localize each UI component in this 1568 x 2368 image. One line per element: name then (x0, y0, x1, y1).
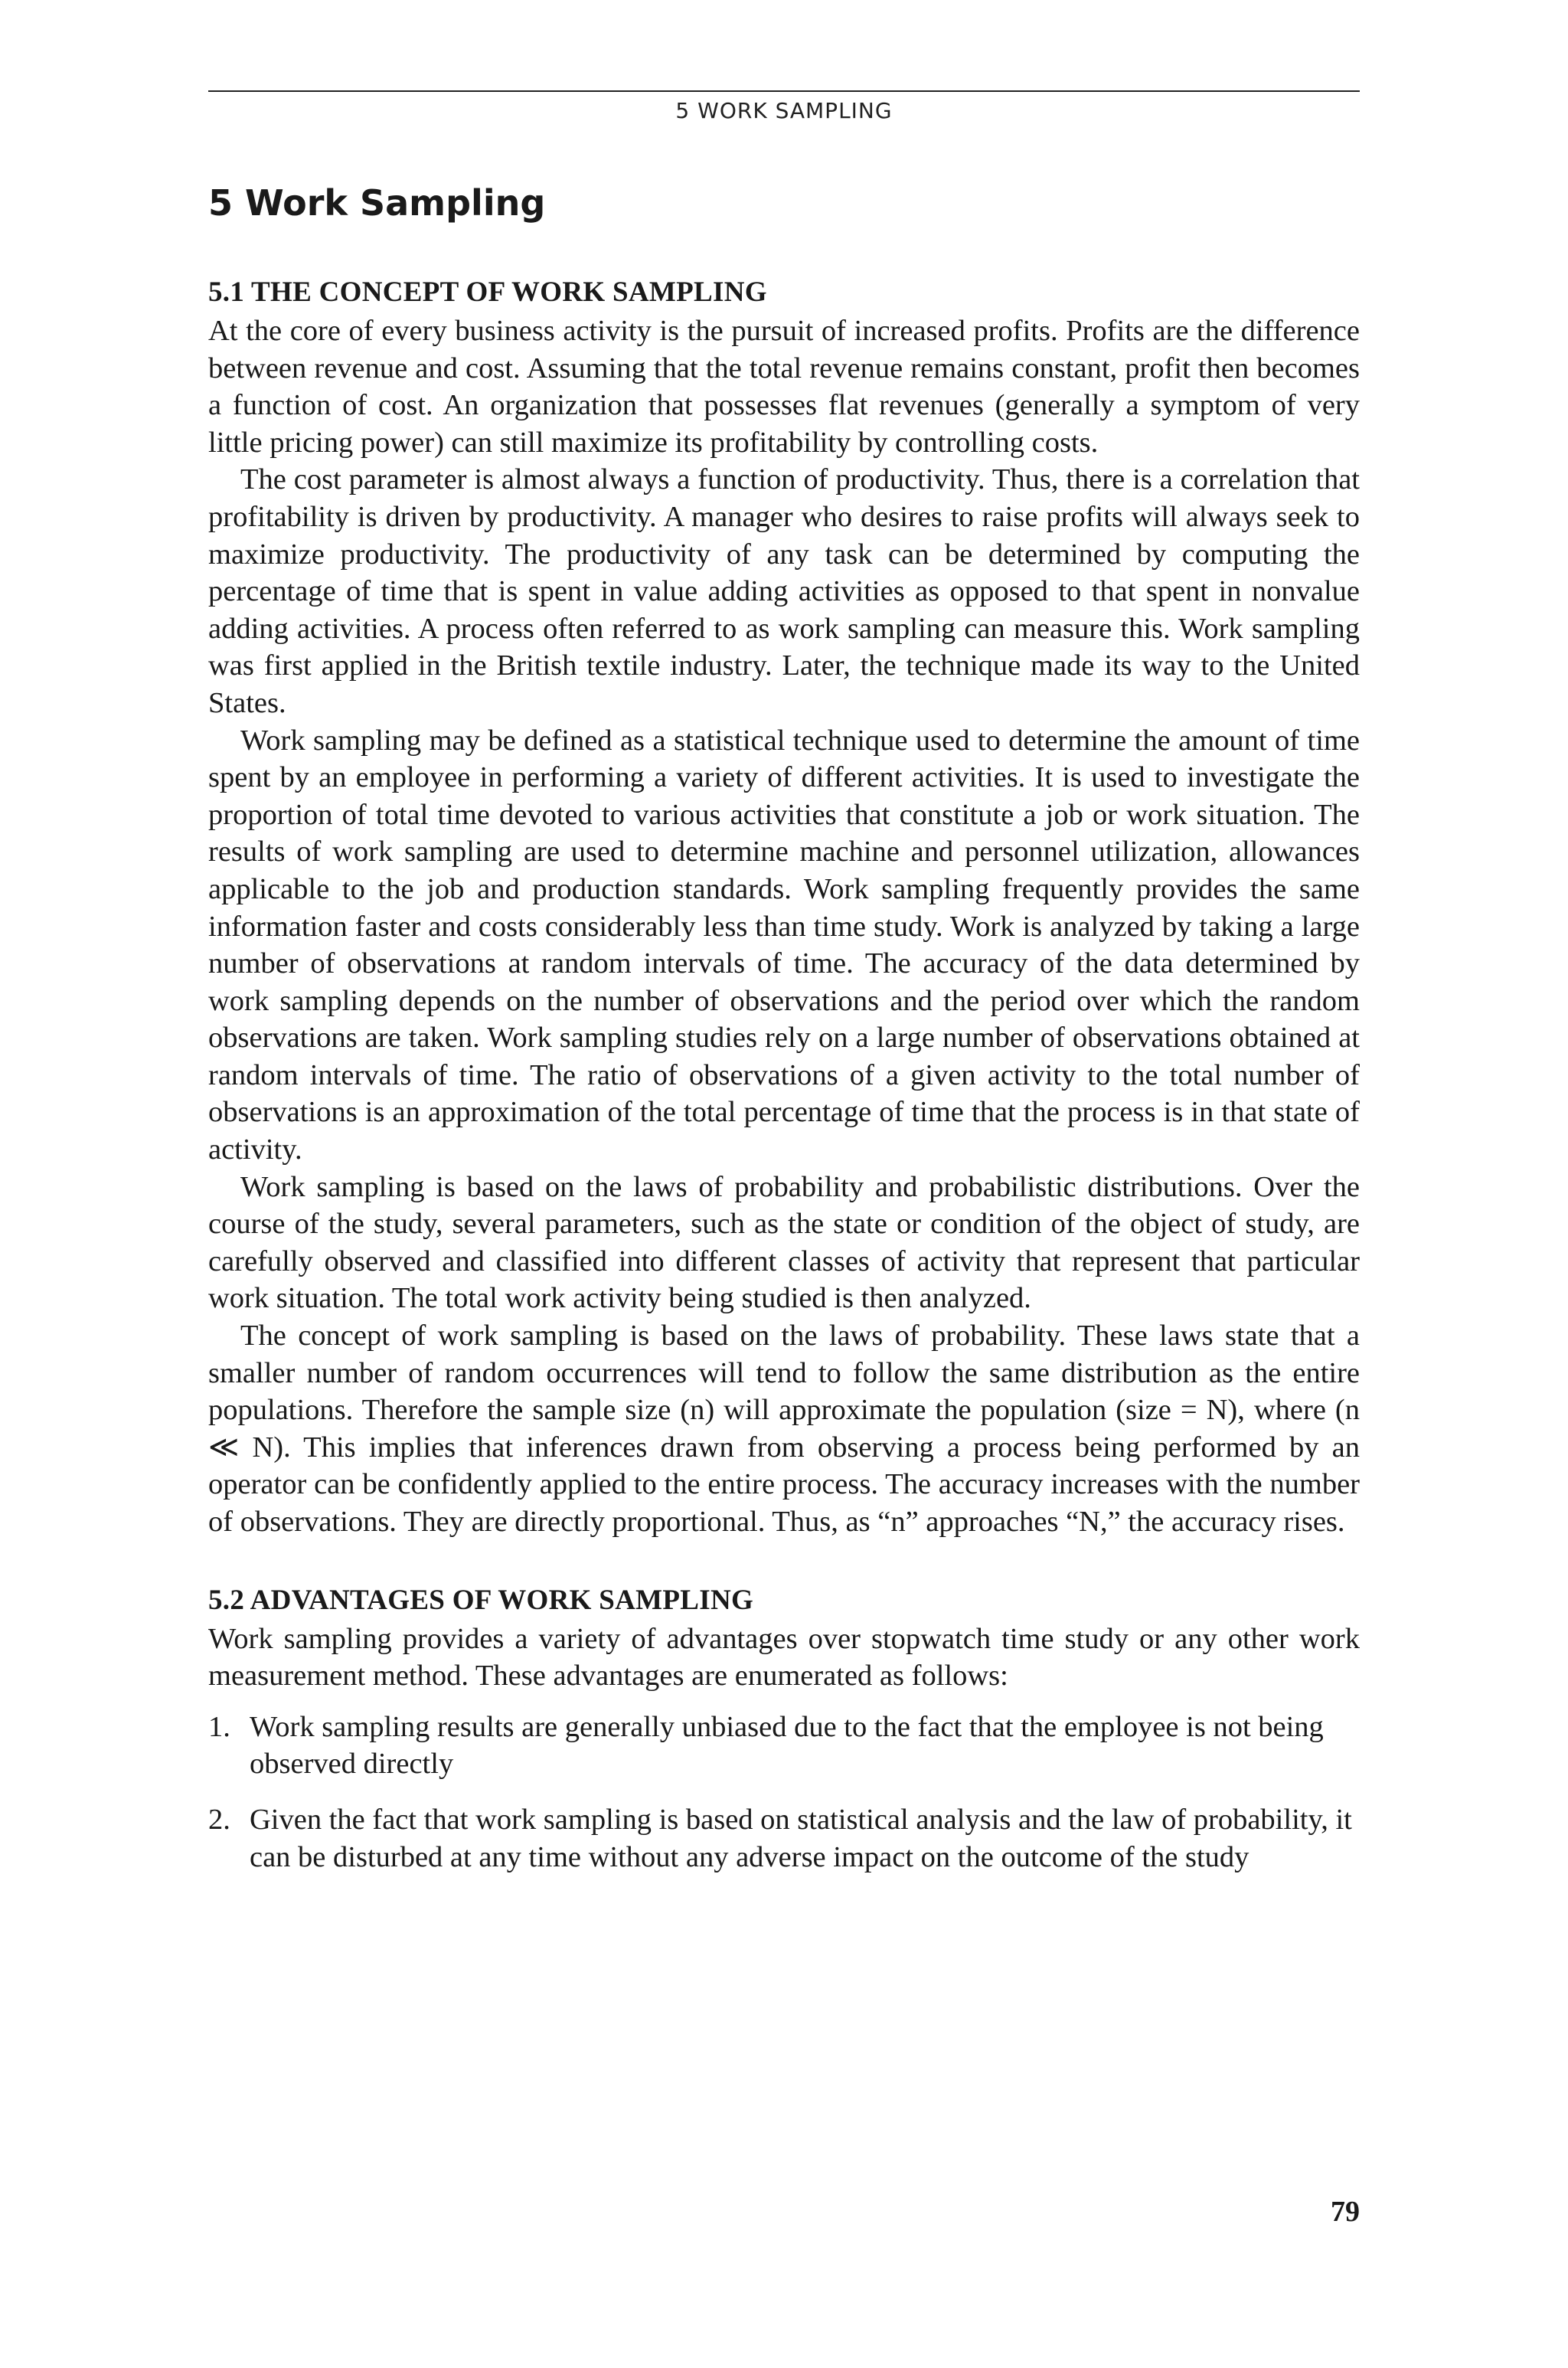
paragraph: The concept of work sampling is based on the laws of probability. These laws state that a smaller number of random occurrences will tend to follow the same distribution as the entire populations. Therefore the sample size (n) will approximate the population (size = N), where (n ≪ N). This implies that inferences drawn from observing a process being performed by an operator can be confidently applied to the entire process. The accuracy increases with the number of observations. They are directly proportional. Thus, as “n” approaches “N,” the accuracy rises. (208, 1320, 1360, 1538)
section-heading-advantages: 5.2 ADVANTAGES OF WORK SAMPLING (208, 1584, 754, 1616)
list-item (208, 1801, 1360, 1876)
paragraph: Work sampling provides a variety of advantages over stopwatch time study or any other work measurement method. These advantages are enumerated as follows: (208, 1622, 1360, 1693)
section-heading-concept: 5.1 THE CONCEPT OF WORK SAMPLING (208, 276, 767, 308)
page-number: 79 (1331, 2196, 1360, 2228)
list-item (208, 1709, 1360, 1783)
chapter-title: 5 Work Sampling (208, 182, 546, 224)
list-item-number: 1. (208, 1710, 230, 1743)
paragraph: Work sampling is based on the laws of probability and probabilistic distributions. Over the course of the study, several parameters, such as the state or condition of the object of study, are carefully observed and classified into different classes of activity that represent that particular work situation. The total work activity being studied is then analyzed. (208, 1170, 1360, 1315)
paragraph: The cost parameter is almost always a function of productivity. Thus, there is a correlation that profitability is driven by productivity. A manager who desires to raise profits will always seek to maximize productivity. The productivity of any task can be determined by computing the percentage of time that is spent in value adding activities as opposed to that spent in nonvalue adding activities. A process often referred to as work sampling can measure this. Work sampling was first applied in the British textile industry. Later, the technique made its way to the United States. (208, 463, 1360, 719)
list-item-number: 2. (208, 1803, 230, 1836)
list-item-text: Work sampling results are generally unbiased due to the fact that the employee is not being observed directly (250, 1710, 1324, 1781)
body-text (208, 273, 1360, 1894)
list-item-text: Given the fact that work sampling is based on statistical analysis and the law of probability, it can be disturbed at any time without any adverse impact on the outcome of the study (250, 1803, 1352, 1873)
advantages-list (208, 1709, 1360, 1876)
running-head: 5 WORK SAMPLING (208, 90, 1360, 123)
paragraph: Work sampling may be defined as a statistical technique used to determine the amount of time spent by an employee in performing a variety of different activities. It is used to investigate the proportion of total time devoted to various activities that constitute a job or work situation. The results of work sampling are used to determine machine and personnel utilization, allowances applicable to the job and production standards. Work sampling frequently provides the same information faster and costs considerably less than time study. Work is analyzed by taking a large number of observations at random intervals of time. The accuracy of the data determined by work sampling depends on the number of observations and the period over which the random observations are taken. Work sampling studies rely on a large number of observations obtained at random intervals of time. The ratio of observations of a given activity to the total number of observations is an approximation of the total percentage of time that the process is in that state of activity. (208, 724, 1360, 1166)
book-page (208, 0, 1360, 2368)
paragraph: At the core of every business activity is the pursuit of increased profits. Profits are the difference between revenue and cost. Assuming that the total revenue remains constant, profit then becomes a function of cost. An organization that possesses flat revenues (generally a symptom of very little pricing power) can still maximize its profitability by controlling costs. (208, 315, 1360, 459)
